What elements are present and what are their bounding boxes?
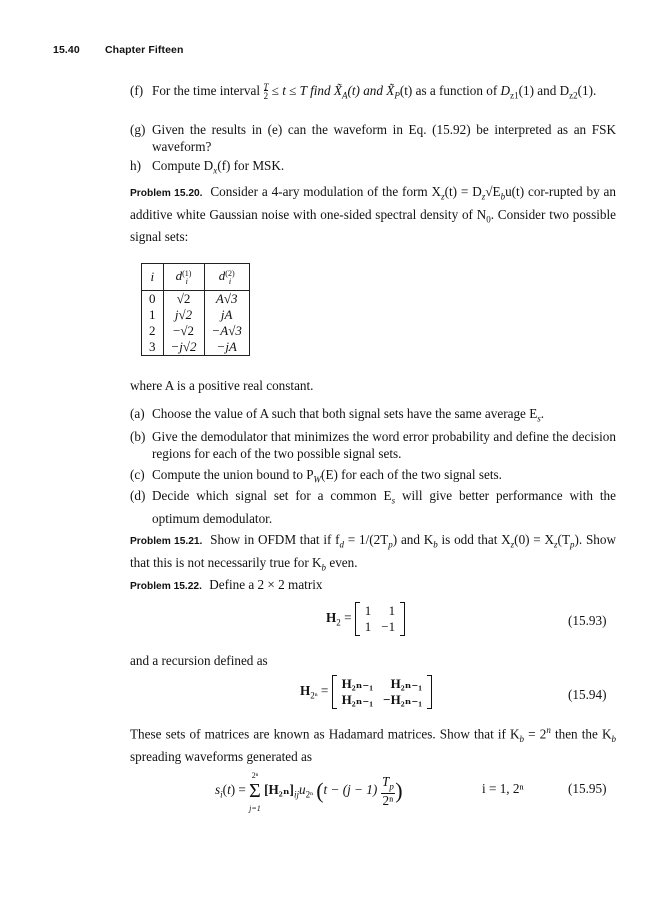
u-term: u (298, 782, 306, 798)
part-label: (b) (130, 429, 146, 444)
part-f (130, 82, 616, 105)
matrix-cell: H₂ₙ₋₁ (341, 676, 374, 691)
sub: 2ⁿ (305, 789, 313, 800)
part-label: (d) (130, 488, 146, 503)
argument: t − (j − 1) (323, 782, 378, 798)
cell: −A√3 (204, 323, 249, 339)
sub: z (510, 539, 515, 550)
equation-number: (15.95) (568, 781, 607, 796)
lhs: H (326, 610, 337, 626)
cell: j√2 (163, 307, 204, 323)
sub: d (339, 539, 345, 550)
sub: 2 (336, 617, 341, 628)
part-text (152, 487, 616, 527)
signal-set-table (141, 263, 250, 356)
sub: p (389, 781, 394, 792)
cell: −jA (204, 339, 249, 356)
text: (1). (577, 83, 597, 98)
frac-num: T (381, 773, 390, 789)
cell: 1 (142, 307, 164, 323)
matrix-cell: −H₂ₙ₋₁ (383, 692, 423, 707)
matrix-cell: H₂ₙ₋₁ (341, 692, 374, 707)
part-a (130, 405, 616, 428)
part-label: (g) (130, 122, 146, 137)
sub: p (570, 539, 575, 550)
sub: ij (293, 789, 299, 800)
cell: jA (204, 307, 249, 323)
chapter-title: Chapter Fifteen (105, 44, 184, 56)
part-text (152, 157, 616, 180)
text: Compute D (152, 158, 214, 173)
where-text: where A is a positive real constant. (130, 378, 314, 393)
cell: −√2 (163, 323, 204, 339)
cell: A√3 (204, 291, 249, 308)
header: d (175, 268, 183, 284)
sub: z (441, 191, 445, 202)
sub: b (321, 562, 327, 573)
sub: z2 (569, 90, 578, 101)
text: Compute the union bound to P (152, 467, 314, 482)
text: Show in OFDM that if f (210, 532, 340, 547)
page-header (53, 44, 184, 56)
header: d (218, 268, 226, 284)
text: ) and K (392, 532, 434, 547)
frac-den: 2ⁿ (382, 793, 394, 809)
sub: i (185, 276, 188, 286)
table-row (142, 291, 250, 308)
part-label: (c) (130, 467, 145, 482)
part-label: (a) (130, 406, 145, 421)
part-text: Given the results in (e) can the waveform in Eq. (15.92) be interpreted as an FSK waveform? (152, 122, 616, 154)
matrix-cell: 1 (364, 619, 372, 634)
text: u(t) cor-rupted by an additive white Gaussian noise with one-sided spectral density of N (130, 184, 616, 222)
text: will give better performance with the optimum demodulator. (152, 488, 616, 526)
sub: b (611, 734, 617, 745)
text: D (500, 83, 511, 98)
text: even. (326, 554, 358, 570)
sub: z (481, 191, 486, 202)
table-row (142, 307, 250, 323)
part-h (130, 157, 616, 180)
sum-top: 2ⁿ (251, 771, 259, 780)
cell: √2 (163, 291, 204, 308)
text: These sets of matrices are known as Hadamard matrices. Show that if K (130, 726, 520, 742)
sub: i (220, 789, 223, 800)
frac-num: T (263, 81, 269, 92)
lhs: s (215, 782, 221, 798)
col-i (142, 264, 164, 291)
text: Decide which signal set for a common E (152, 488, 392, 503)
sub: z1 (510, 90, 519, 101)
col-d2 (204, 264, 249, 291)
sub: i (228, 276, 232, 286)
equation-condition: i = 1, 2ⁿ (482, 781, 524, 796)
text: (t) = D (444, 184, 482, 199)
sub: W (313, 474, 322, 485)
frac-den: 2 (263, 90, 269, 101)
text: Consider a 4-ary modulation of the form X (210, 184, 442, 199)
matrix (355, 602, 405, 636)
text: . Consider two possible signal sets: (130, 206, 616, 245)
problem-15-20 (130, 183, 616, 245)
part-text (152, 82, 616, 105)
sub: P (394, 90, 400, 101)
sub: 2ⁿ (310, 690, 318, 701)
text: (1) and D (518, 83, 570, 98)
text: is odd that X (437, 532, 511, 547)
part-text (152, 466, 616, 489)
problem-label: Problem 15.20. (130, 188, 203, 199)
sub: z (554, 539, 558, 550)
part-label: (f) (130, 83, 144, 98)
sub: s (537, 413, 541, 424)
text: (T (557, 532, 570, 547)
text: (t) and X̃ (347, 83, 395, 98)
sub: p (388, 539, 393, 550)
sum-bottom: j=1 (249, 804, 261, 813)
text: (E) for each of the two signal sets. (321, 467, 502, 482)
text: . (540, 406, 545, 421)
equation-number: (15.94) (568, 687, 607, 702)
text: (0) = X (514, 532, 555, 547)
fraction (381, 775, 396, 808)
text: = 2 (524, 726, 547, 742)
part-b (130, 428, 616, 462)
matrix-cell: 1 (388, 603, 396, 618)
recursion-text: and a recursion defined as (130, 653, 268, 668)
problem-15-21 (130, 531, 616, 576)
part-g (130, 121, 616, 155)
matrix-cell: −1 (381, 619, 396, 634)
part-d (130, 487, 616, 527)
equation-15-95: $s_i(t) = 2^n$ Σ j=1 $[H_{2n}]_{ij}u_{2^n}$ (t − (j − 1) $T_p$ 2ⁿ) (215, 768, 403, 814)
text: ≤ t ≤ T find X̃ (271, 83, 342, 98)
equation-number: (15.93) (568, 613, 607, 628)
text: then the K (554, 726, 612, 742)
matrix-term: [H₂ₙ] (264, 782, 294, 798)
table-row (142, 339, 250, 356)
lhs: H (300, 683, 311, 699)
sub: b (500, 191, 506, 202)
sup: (1) (182, 268, 192, 278)
text: For the time interval (152, 83, 261, 98)
problem-label: Problem 15.22. (130, 581, 202, 592)
part-text (152, 405, 616, 428)
problem-label: Problem 15.21. (130, 536, 203, 547)
equation-15-93: $H_2$ = 1 1 1 −1 (326, 602, 405, 636)
cell: 3 (142, 339, 164, 356)
summation: 2ⁿ Σ j=1 (249, 771, 261, 813)
sub: b (519, 734, 525, 745)
text: (f) for MSK. (217, 158, 285, 173)
text: ). Show that this is not necessarily true for K (130, 532, 616, 570)
cell: 0 (142, 291, 164, 308)
equation-15-94: $H_{2^n}$ = H₂ₙ₋₁ H₂ₙ₋₁ H₂ₙ₋₁ −H₂ₙ₋₁ (300, 675, 432, 709)
col-d1 (163, 264, 204, 291)
header: i (150, 269, 155, 284)
problem-15-22 (130, 576, 616, 595)
part-text: Give the demodulator that minimizes the word error probability and define the decision regions for each of the two possible signal sets. (152, 429, 616, 461)
text: (t) as a function of (399, 83, 498, 98)
sub: x (213, 165, 218, 176)
matrix-cell: H₂ₙ₋₁ (390, 676, 423, 691)
part-c (130, 466, 616, 489)
text: Choose the value of A such that both signal sets have the same average E (152, 406, 538, 421)
sup: n (546, 725, 551, 735)
text: = 1/(2T (344, 532, 389, 547)
matrix (332, 675, 432, 709)
table-row (142, 323, 250, 339)
part-label: h) (130, 158, 141, 173)
hadamard-text (130, 722, 616, 765)
matrix-cell: 1 (364, 603, 372, 618)
sub: b (433, 539, 438, 550)
cell: 2 (142, 323, 164, 339)
cell: −j√2 (163, 339, 204, 356)
sub: A (341, 90, 348, 101)
page-number: 15.40 (53, 44, 80, 56)
text: Define a 2 × 2 matrix (209, 577, 323, 592)
text: spreading waveforms generated as (130, 749, 312, 765)
sub: s (391, 495, 396, 506)
sub: 0 (486, 214, 491, 225)
sup: (2) (225, 268, 235, 278)
fraction (263, 83, 268, 101)
text: √E (485, 184, 501, 199)
